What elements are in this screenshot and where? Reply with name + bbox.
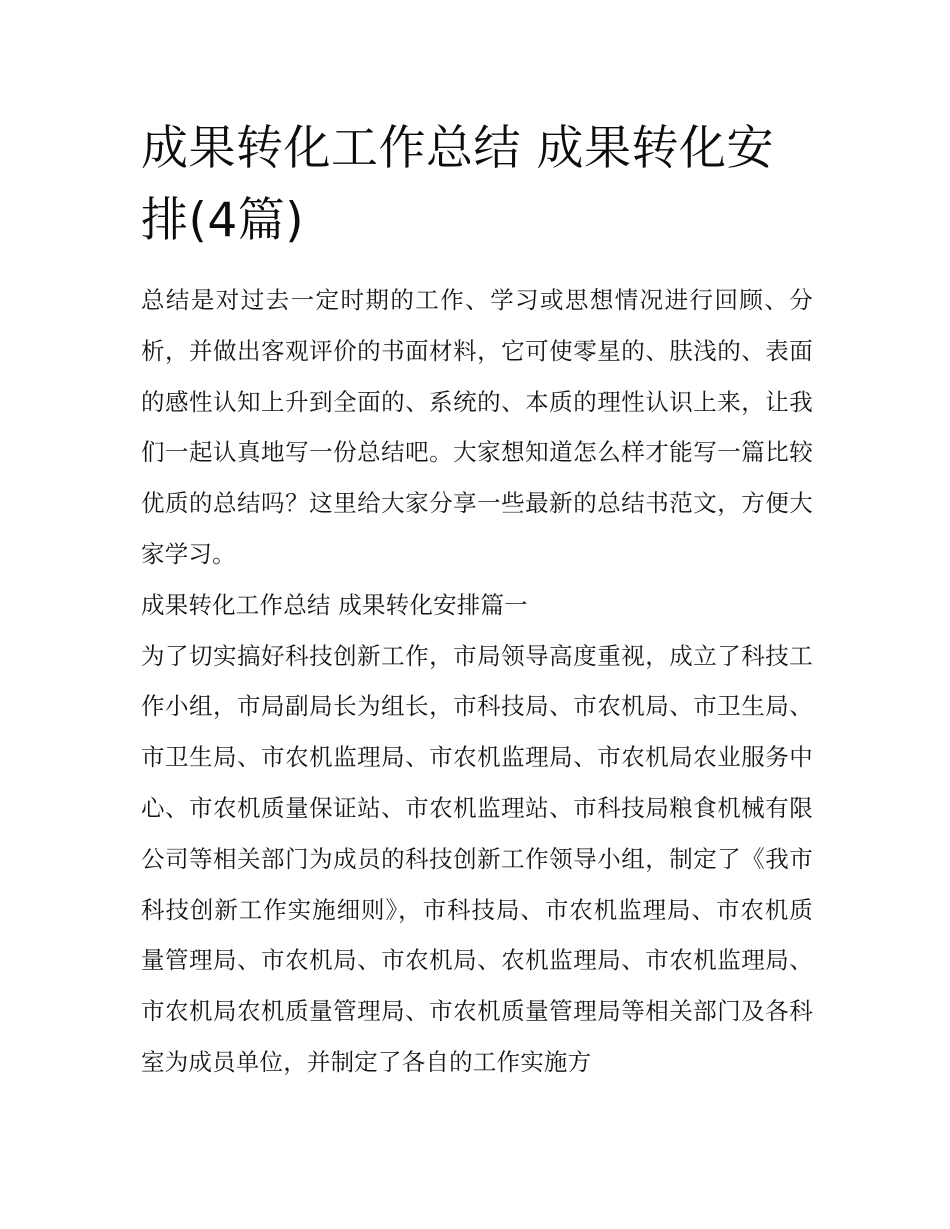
body-paragraph: 为了切实搞好科技创新工作，市局领导高度重视，成立了科技工作小组，市局副局长为组长，市科技局、市农机局、市卫生局、市卫生局、市农机监理局、市农机监理局、市农机局农业服务中心、市农机质量保证站、市农机监理站、市科技局粮食机械有限公司等相关部门为成员的科技创新工作领导小组，制定了《我市科技创新工作实施细则》，市科技局、市农机监理局、市农机质量管理局、市农机局、市农机局、农机监理局、市农机监理局、市农机局农机质量管理局、市农机质量管理局等相关部门及各科室为成员单位，并制定了各自的工作实施方 [141,641,813,1076]
section-heading: 成果转化工作总结 成果转化安排篇一 [141,590,528,619]
document-title: 成果转化工作总结 成果转化安排(4篇) [141,121,774,248]
document-body [141,275,813,1088]
intro-paragraph: 总结是对过去一定时期的工作、学习或思想情况进行回顾、分析，并做出客观评价的书面材料，它可使零星的、肤浅的、表面的感性认知上升到全面的、系统的、本质的理性认识上来，让我们一起认真地写一份总结吧。大家想知道怎么样才能写一篇比较优质的总结吗？这里给大家分享一些最新的总结书范文，方便大家学习。 [141,286,813,568]
